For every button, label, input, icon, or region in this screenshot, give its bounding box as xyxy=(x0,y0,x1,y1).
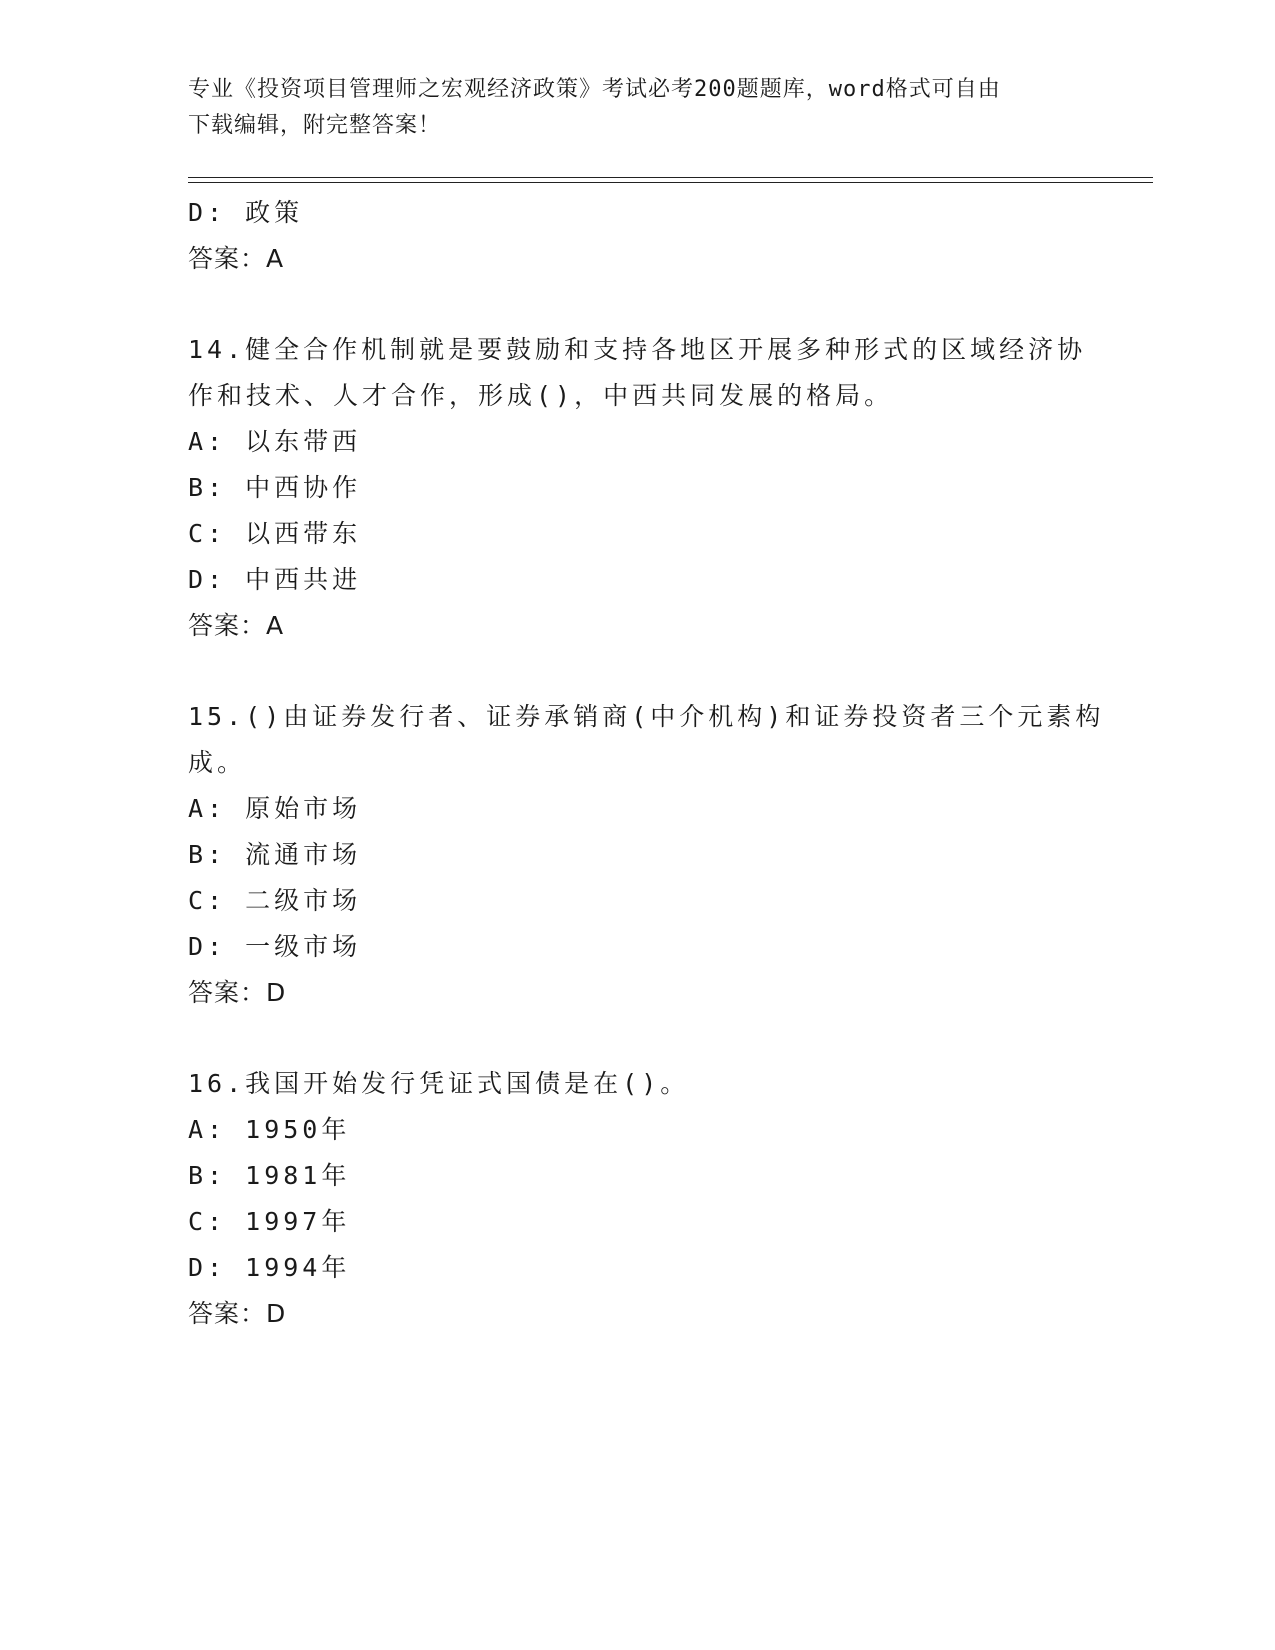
option-a: A: 1950年 xyxy=(188,1115,351,1144)
spacer xyxy=(188,282,1088,327)
question-list xyxy=(188,190,1105,1337)
option-d: D: 一级市场 xyxy=(188,932,362,961)
question-stem-line-1: 14.健全合作机制就是要鼓励和支持各地区开展多种形式的区域经济协 xyxy=(188,335,1087,364)
question-13-tail xyxy=(188,190,1088,282)
option-c: C: 1997年 xyxy=(188,1207,351,1236)
option-b: B: 1981年 xyxy=(188,1161,351,1190)
option-c: C: 以西带东 xyxy=(188,519,362,548)
option-d: D: 1994年 xyxy=(188,1253,351,1282)
header-rule-top xyxy=(188,177,1153,178)
question-stem-line-2: 成。 xyxy=(188,748,247,777)
option-b: B: 中西协作 xyxy=(188,473,362,502)
header-line-2: 下载编辑，附完整答案！ xyxy=(188,113,442,138)
answer: 答案：D xyxy=(188,1299,287,1328)
header-rule-bottom xyxy=(188,182,1153,183)
question-15 xyxy=(188,694,1105,1016)
option-b: B: 流通市场 xyxy=(188,840,362,869)
question-14 xyxy=(188,327,1088,649)
document-header xyxy=(188,72,1068,144)
option-a: A: 原始市场 xyxy=(188,794,362,823)
option-c: C: 二级市场 xyxy=(188,886,362,915)
spacer xyxy=(188,649,1088,694)
option-d: D: 政策 xyxy=(188,198,304,227)
answer: 答案：A xyxy=(188,611,285,640)
option-d: D: 中西共进 xyxy=(188,565,362,594)
header-line-1: 专业《投资项目管理师之宏观经济政策》考试必考200题题库，word格式可自由 xyxy=(188,77,1001,102)
answer: 答案：D xyxy=(188,978,287,1007)
question-stem-line-1: 15.()由证券发行者、证券承销商(中介机构)和证券投资者三个元素构 xyxy=(188,702,1105,731)
spacer xyxy=(188,1016,1088,1061)
answer: 答案：A xyxy=(188,244,285,273)
question-stem-line-2: 作和技术、人才合作，形成()，中西共同发展的格局。 xyxy=(188,381,894,410)
question-stem-line-1: 16.我国开始发行凭证式国债是在()。 xyxy=(188,1069,690,1098)
option-a: A: 以东带西 xyxy=(188,427,362,456)
question-16 xyxy=(188,1061,1088,1337)
